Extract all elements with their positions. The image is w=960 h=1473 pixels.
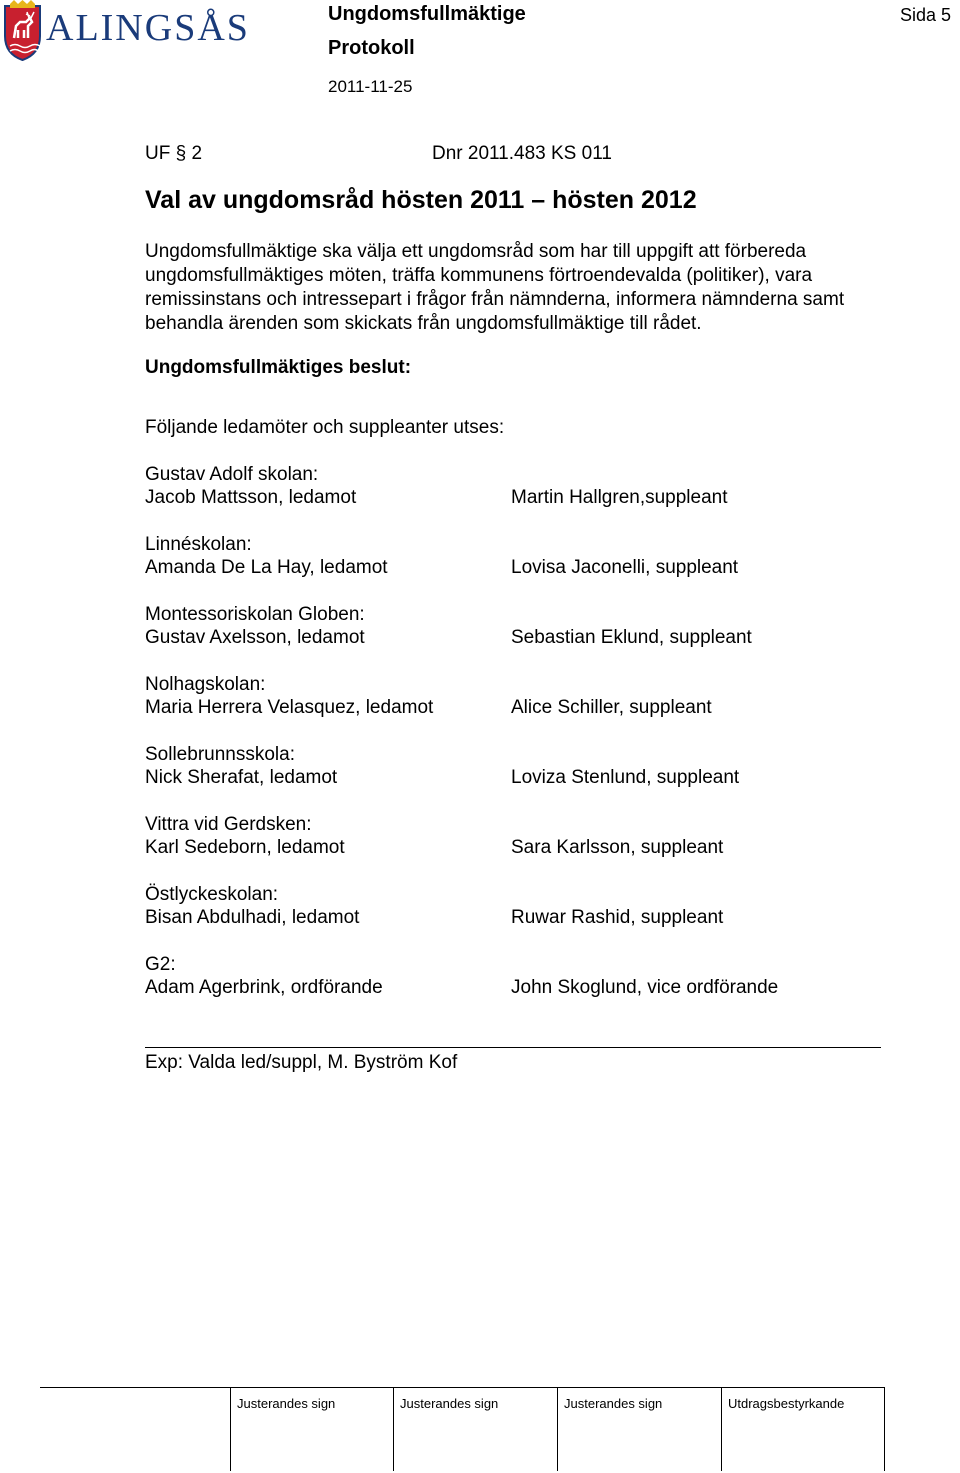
- substitute-name: Martin Hallgren,suppleant: [511, 487, 728, 508]
- member-name: Nick Sherafat, ledamot: [145, 767, 338, 788]
- intro-paragraph: Ungdomsfullmäktige ska välja ett ungdomsråd som har till uppgift att förbereda ungdomsfullmäktiges möten, träffa kommunens förtroendevalda (politiker), vara remissinstans och intressepart i frågor från nämnderna, informera nämnderna samt behandla ärenden som skickats från ungdomsfullmäktige till rådet.: [145, 241, 845, 334]
- substitute-name: Sara Karlsson, suppleant: [511, 837, 724, 858]
- case-id: UF § 2: [145, 143, 203, 164]
- school-name: Linnéskolan:: [145, 534, 252, 555]
- expedition-text: Exp: Valda led/suppl, M. Byström Kof: [145, 1052, 458, 1073]
- footer-sign-2: Justerandes sign: [400, 1396, 499, 1411]
- footer-sign-1: Justerandes sign: [237, 1396, 336, 1411]
- member-name: Adam Agerbrink, ordförande: [145, 977, 383, 998]
- substitute-name: Loviza Stenlund, suppleant: [511, 767, 740, 788]
- school-name: Montessoriskolan Globen:: [145, 604, 365, 625]
- footer-divider: [40, 1387, 885, 1388]
- page-title: Val av ungdomsråd hösten 2011 – hösten 2012: [145, 186, 697, 214]
- school-name: G2:: [145, 954, 176, 975]
- footer-cell-border: [230, 1387, 231, 1471]
- footer-certify: Utdragsbestyrkande: [728, 1396, 845, 1411]
- member-name: Amanda De La Hay, ledamot: [145, 557, 388, 578]
- footer-cell-border: [721, 1387, 722, 1471]
- case-dnr: Dnr 2011.483 KS 011: [432, 143, 612, 164]
- member-name: Jacob Mattsson, ledamot: [145, 487, 357, 508]
- member-name: Bisan Abdulhadi, ledamot: [145, 907, 360, 928]
- page-number: Sida 5: [900, 5, 952, 25]
- org-title: Ungdomsfullmäktige: [328, 3, 526, 25]
- substitute-name: Ruwar Rashid, suppleant: [511, 907, 724, 928]
- substitute-name: Sebastian Eklund, suppleant: [511, 627, 752, 648]
- member-name: Maria Herrera Velasquez, ledamot: [145, 697, 434, 718]
- doc-date: 2011-11-25: [328, 77, 413, 96]
- alingsas-logo: [0, 0, 260, 64]
- footer-cell-border: [557, 1387, 558, 1471]
- decision-heading: Ungdomsfullmäktiges beslut:: [145, 357, 412, 378]
- footer-cell-border: [393, 1387, 394, 1471]
- substitute-name: John Skoglund, vice ordförande: [511, 977, 779, 998]
- school-name: Vittra vid Gerdsken:: [145, 814, 312, 835]
- substitute-name: Lovisa Jaconelli, suppleant: [511, 557, 739, 578]
- doc-type: Protokoll: [328, 37, 415, 59]
- member-name: Gustav Axelsson, ledamot: [145, 627, 365, 648]
- logo-wordmark: ALINGSÅS: [46, 7, 250, 49]
- expedition-divider: [145, 1047, 881, 1048]
- substitute-name: Alice Schiller, suppleant: [511, 697, 712, 718]
- school-name: Sollebrunnsskola:: [145, 744, 295, 765]
- decision-intro: Följande ledamöter och suppleanter utses:: [145, 417, 505, 438]
- footer-cell-border: [884, 1387, 885, 1471]
- member-name: Karl Sedeborn, ledamot: [145, 837, 345, 858]
- school-name: Nolhagskolan:: [145, 674, 266, 695]
- footer-sign-3: Justerandes sign: [564, 1396, 663, 1411]
- school-name: Östlyckeskolan:: [145, 884, 279, 905]
- school-name: Gustav Adolf skolan:: [145, 464, 319, 485]
